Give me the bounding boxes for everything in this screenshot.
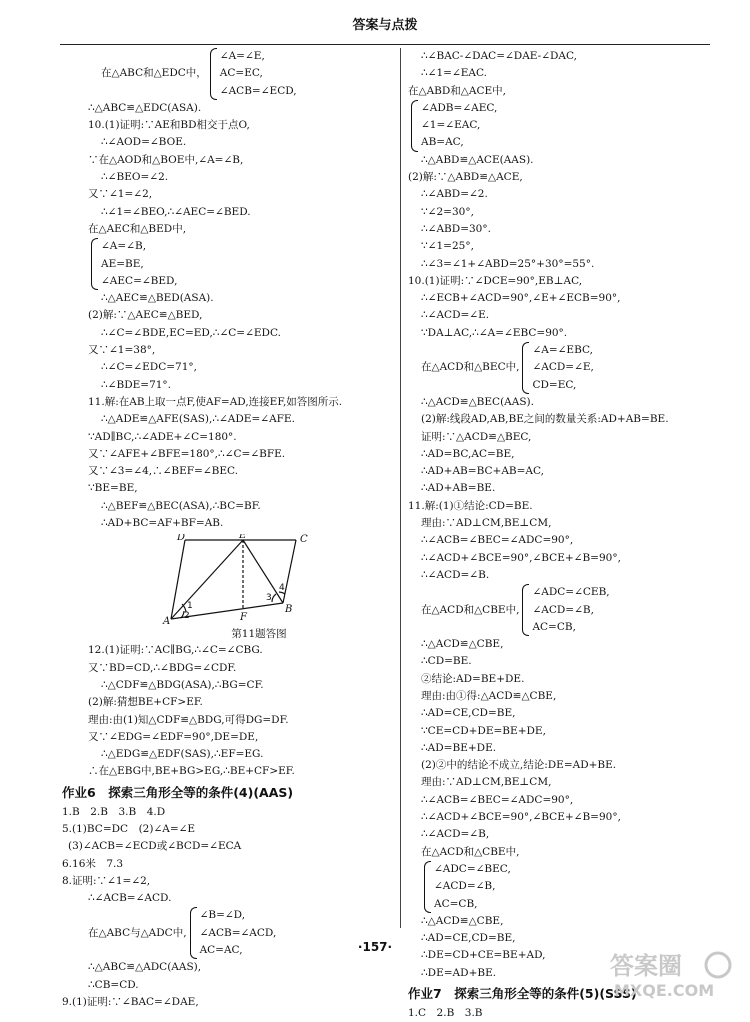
section-heading-6: 作业6 探索三角形全等的条件(4)(AAS) bbox=[62, 784, 294, 800]
text-line: ∴∠AOD=∠BOE. bbox=[101, 136, 187, 149]
text-line: ∴△ACD≌△CBE, bbox=[421, 638, 504, 651]
text-line: ∴△ACD≌△CBE, bbox=[421, 914, 504, 927]
text-line: 证明:∵△ACD≌△BEC, bbox=[421, 430, 532, 443]
left-column bbox=[62, 48, 400, 1011]
page-number: ·157· bbox=[357, 940, 393, 954]
text-line: ∴AD+AB=BC+AB=AC, bbox=[421, 465, 544, 478]
text-line: ∴△ABC≌△EDC(ASA). bbox=[88, 101, 202, 114]
system-row: ∠ACD=∠E, bbox=[532, 361, 594, 374]
system-row: ∠ADC=∠BEC, bbox=[434, 862, 511, 875]
text-line: ∴AD=BC,AC=BE, bbox=[421, 447, 515, 460]
text-line: ∴AD+AB=BE. bbox=[421, 482, 496, 495]
right-column bbox=[408, 48, 710, 1022]
system-row: AB=AC, bbox=[421, 136, 464, 149]
text-line: ∵在△AOD和△BOE中,∠A=∠B, bbox=[88, 153, 244, 166]
brace-icon bbox=[411, 100, 418, 152]
text-line: ∴AD=CE,CD=BE, bbox=[421, 932, 516, 945]
text-line: ∵∠1=25°, bbox=[421, 240, 474, 253]
text-line: ∴∠BEO=∠2. bbox=[101, 171, 169, 184]
text-line: 10.(1)证明:∵∠DCE=90°,EB⊥AC, bbox=[408, 274, 583, 287]
system-row: AC=CB, bbox=[532, 620, 576, 633]
text-line: ∴∠ACD=∠B. bbox=[421, 568, 490, 581]
text-line: ∴∠BDE=71°. bbox=[101, 378, 172, 391]
text-line: ∴∠1=∠BEO,∴∠AEC=∠BED. bbox=[101, 205, 251, 218]
text-line: 理由:由①得:△ACD≌△CBE, bbox=[421, 689, 557, 702]
system-row: ∠AEC=∠BED, bbox=[101, 274, 178, 287]
system-row: ∠ACD=∠B, bbox=[532, 603, 594, 616]
system-row: ∠A=∠EBC, bbox=[532, 344, 593, 357]
equation-system bbox=[408, 342, 710, 394]
text-line: ∴△ABD≌△ACE(AAS). bbox=[421, 153, 534, 166]
label-angle-2: 2 bbox=[184, 611, 190, 622]
text-line: (3)∠ACB=∠ECD或∠BCD=∠ECA bbox=[68, 840, 242, 853]
page-header-title: 答案与点拨 bbox=[352, 18, 418, 33]
text-line: 11.解:(1)①结论:CD=BE. bbox=[408, 499, 533, 512]
watermark-circle-icon bbox=[706, 953, 730, 977]
text-line: 在△ABD和△ACE中, bbox=[408, 84, 506, 97]
text-line: 1.C 2.B 3.B bbox=[408, 1007, 483, 1020]
text-line: 5.(1)BC=DC (2)∠A=∠E bbox=[62, 822, 196, 835]
text-line: 理由:由(1)知△CDF≌△BDG,可得DG=DF. bbox=[88, 713, 289, 726]
system-intro: 在△ABC和△EDC中， bbox=[101, 67, 207, 80]
text-line: ∴AD+BC=AF+BF=AB. bbox=[101, 517, 224, 530]
text-line: ∴△ADE≌△AFE(SAS),∴∠ADE=∠AFE. bbox=[101, 413, 295, 426]
system-intro: 在△ACD和△CBE中, bbox=[421, 603, 520, 616]
text-line: ∴DE=CD+CE=BE+AD, bbox=[421, 949, 546, 962]
text-line: ∵AD∥BC,∴∠ADE+∠C=180°. bbox=[88, 430, 237, 443]
label-a: A bbox=[163, 616, 171, 627]
label-e: E bbox=[239, 534, 247, 542]
text-line: 理由:∵AD⊥CM,BE⊥CM, bbox=[421, 517, 552, 530]
text-line: 在△ACD和△CBE中, bbox=[421, 845, 520, 858]
text-line: ∴△CDF≌△BDG(ASA),∴BG=CF. bbox=[101, 678, 264, 691]
system-row: AC=EC, bbox=[219, 67, 263, 80]
text-line: ∴∠C=∠BDE,EC=ED,∴∠C=∠EDC. bbox=[101, 326, 281, 339]
text-line: 8.证明:∵∠1=∠2, bbox=[62, 874, 151, 887]
text-line: ∴CD=BE. bbox=[421, 655, 472, 668]
text-line: 1.B 2.B 3.B 4.D bbox=[62, 805, 166, 818]
watermark-text-2: MXQE.COM bbox=[614, 981, 715, 1000]
brace-icon bbox=[522, 584, 529, 636]
text-line: ∴△BEF≌△BEC(ASA),∴BC=BF. bbox=[101, 499, 261, 512]
brace-icon bbox=[91, 238, 98, 290]
text-line: ∵CE=CD+DE=BE+DE, bbox=[421, 724, 546, 737]
page-header bbox=[60, 0, 710, 45]
system-row: AC=CB, bbox=[434, 897, 478, 910]
column-divider bbox=[400, 48, 401, 928]
system-intro: 在△ABC与△ADC中, bbox=[88, 926, 187, 939]
text-line: ∴DE=AD+BE. bbox=[421, 966, 497, 979]
system-row: ∠A=∠B, bbox=[101, 240, 147, 253]
text-line: ∴∠ACB=∠BEC=∠ADC=90°, bbox=[421, 534, 574, 547]
text-line: 12.(1)证明:∵AC∥BG,∴∠C=∠CBG. bbox=[88, 644, 263, 657]
system-row: ∠B=∠D, bbox=[199, 909, 246, 922]
text-line: ∴∠ABD=∠2. bbox=[421, 188, 488, 201]
text-line: ∴∠ACB=∠ACD. bbox=[88, 892, 172, 905]
text-line: 理由:∵AD⊥CM,BE⊥CM, bbox=[421, 776, 552, 789]
text-line: ∴∠BAC-∠DAC=∠DAE-∠DAC, bbox=[421, 50, 577, 62]
text-line: 又∵BD=CD,∴∠BDG=∠CDF. bbox=[88, 661, 237, 674]
text-line: ∴△ABC≌△ADC(AAS), bbox=[88, 961, 202, 974]
text-line: ∴AD=CE,CD=BE, bbox=[421, 707, 516, 720]
brace-icon bbox=[424, 861, 431, 913]
text-line: 6.16米 7.3 bbox=[62, 857, 124, 870]
text-line: 10.(1)证明:∵AE和BD相交于点O, bbox=[88, 119, 250, 132]
text-line: 9.(1)证明:∵∠BAC=∠DAE, bbox=[62, 995, 199, 1008]
label-angle-4: 4 bbox=[279, 583, 285, 594]
system-row: AC=AC, bbox=[199, 944, 243, 957]
system-intro: 在△ACD和△BEC中, bbox=[421, 361, 520, 374]
text-line: 又∵∠3=∠4,∴∠BEF=∠BEC. bbox=[88, 465, 239, 478]
text-line: ∴∠1=∠EAC. bbox=[421, 67, 487, 80]
text-line: 又∵∠EDG=∠EDF=90°,DE=DE, bbox=[88, 730, 259, 743]
text-line: ∵∠2=30°, bbox=[421, 205, 474, 218]
equation-system bbox=[408, 584, 710, 636]
text-line: 又∵∠1=38°, bbox=[88, 344, 156, 357]
text-line: ∴在△EBG中,BE+BG>EG,∴BE+CF>EF. bbox=[88, 765, 295, 778]
system-row: ∠ACD=∠B, bbox=[434, 880, 496, 893]
text-line: 又∵∠1=∠2, bbox=[88, 188, 153, 201]
system-row: ∠ACB=∠ECD, bbox=[219, 84, 297, 97]
text-line: ∴△EDG≌△EDF(SAS),∴EF=EG. bbox=[101, 748, 264, 761]
brace-icon bbox=[522, 342, 529, 394]
text-line: ∴CB=CD. bbox=[88, 978, 139, 991]
trapezoid-diagram bbox=[88, 534, 400, 626]
text-line: 在△AEC和△BED中, bbox=[88, 222, 187, 235]
system-row: CD=EC, bbox=[532, 378, 577, 391]
text-line: ∴∠ABD=30°. bbox=[421, 222, 491, 235]
text-line: 11.解:在AB上取一点F,使AF=AD,连接EF,如答图所示. bbox=[88, 395, 343, 408]
text-line: ∴△ACD≌△BEC(AAS). bbox=[421, 395, 534, 408]
text-line: ∴AD=BE+DE. bbox=[421, 741, 497, 754]
equation-system bbox=[88, 48, 400, 100]
text-line: ∴∠3=∠1+∠ABD=25°+30°=55°. bbox=[421, 257, 595, 270]
text-line: ∴∠ACB=∠BEC=∠ADC=90°, bbox=[421, 793, 574, 806]
text-line: (2)解:猜想BE+CF>EF. bbox=[88, 696, 203, 709]
label-b: B bbox=[285, 604, 293, 616]
text-line: ②结论:AD=BE+DE. bbox=[421, 672, 525, 685]
watermark-icon bbox=[600, 948, 740, 1004]
text-line: ∴∠C=∠EDC=71°, bbox=[101, 361, 197, 374]
label-c: C bbox=[300, 534, 308, 546]
text-line: ∴△AEC≌△BED(ASA). bbox=[101, 292, 214, 305]
figure-caption: 第11题答图 bbox=[231, 628, 287, 641]
text-line: ∴∠ACD+∠BCE=90°,∠BCE+∠B=90°, bbox=[421, 551, 621, 564]
text-line: ∴∠ACD=∠E. bbox=[421, 309, 490, 322]
text-line: ∴∠ECB+∠ACD=90°,∠E+∠ECB=90°, bbox=[421, 292, 621, 305]
system-row: AE=BE, bbox=[101, 257, 144, 270]
label-d: D bbox=[177, 534, 186, 544]
text-line: 又∵∠AFE+∠BFE=180°,∴∠C=∠BFE. bbox=[88, 447, 286, 460]
text-line: ∴∠ACD=∠B, bbox=[421, 828, 490, 841]
system-row: ∠ADB=∠AEC, bbox=[421, 101, 498, 114]
text-line: (2)解:∵△AEC≌△BED, bbox=[88, 309, 203, 322]
geometry-figure bbox=[88, 534, 400, 626]
text-line: (2)解:线段AD,AB,BE之间的数量关系:AD+AB=BE. bbox=[421, 413, 669, 426]
segment-da bbox=[171, 540, 185, 619]
equation-system bbox=[408, 100, 710, 152]
brace-icon bbox=[210, 48, 217, 100]
watermark-logo bbox=[600, 948, 740, 1004]
segment-ae bbox=[171, 540, 243, 622]
system-row: ∠ACB=∠ACD, bbox=[199, 926, 277, 939]
watermark-text-1: 答案圈 bbox=[610, 952, 682, 980]
text-line: ∴∠ACD+∠BCE=90°,∠BCE+∠B=90°, bbox=[421, 811, 621, 824]
equation-system bbox=[408, 861, 710, 913]
system-row: ∠ADC=∠CEB, bbox=[532, 586, 610, 599]
label-angle-3: 3 bbox=[266, 593, 272, 604]
equation-system bbox=[88, 238, 400, 290]
label-f: F bbox=[240, 612, 247, 624]
segment-eb bbox=[243, 540, 283, 603]
section-heading-7: 作业7 探索三角形全等的条件(5)(SSS) bbox=[408, 986, 637, 1002]
angle-arc-3 bbox=[272, 594, 276, 602]
text-line: (2)解:∵△ABD≌△ACE, bbox=[408, 171, 523, 184]
system-row: ∠A=∠E, bbox=[219, 50, 265, 62]
system-row: ∠1=∠EAC, bbox=[421, 119, 481, 132]
text-line: (2)②中的结论不成立,结论:DE=AD+BE. bbox=[421, 759, 617, 772]
text-line: ∵DA⊥AC,∴∠A=∠EBC=90°. bbox=[421, 326, 568, 339]
label-angle-1: 1 bbox=[187, 601, 193, 612]
text-line: ∵BE=BE, bbox=[88, 482, 138, 495]
